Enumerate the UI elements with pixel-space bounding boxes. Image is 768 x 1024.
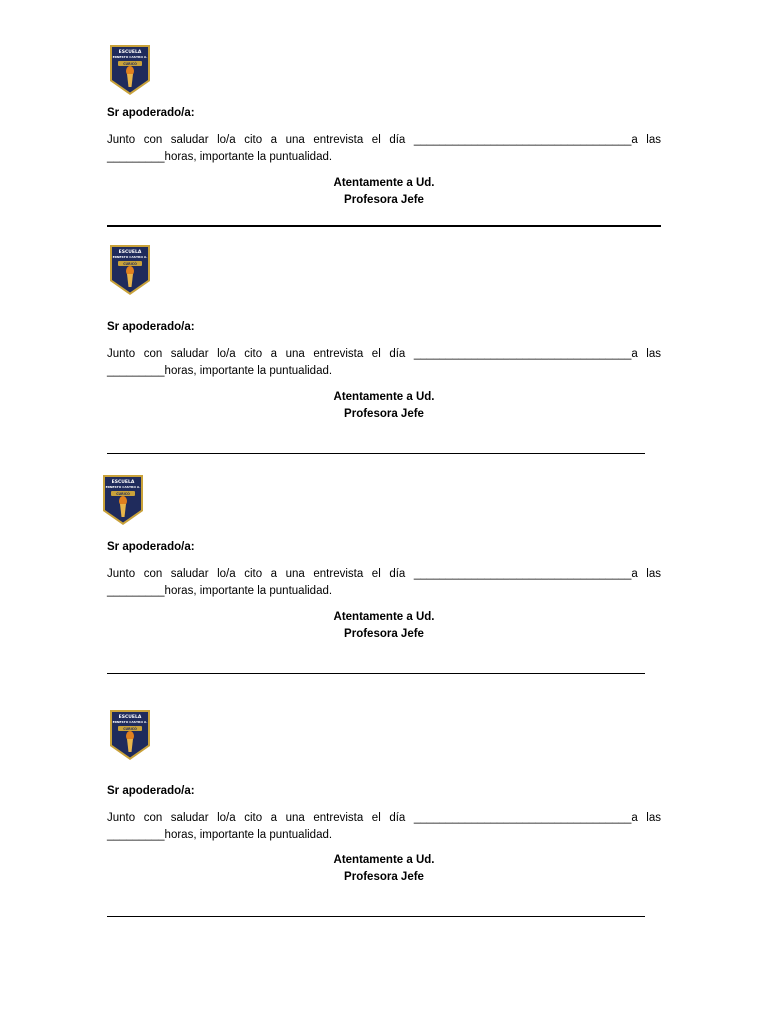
body-text — [107, 346, 661, 380]
svg-text:ERNESTO CASTRO A.: ERNESTO CASTRO A. — [105, 485, 141, 489]
svg-text:ESCUELA: ESCUELA — [118, 250, 142, 255]
closing-salutation: Atentamente a Ud. — [333, 391, 435, 403]
body-text — [107, 132, 661, 166]
svg-text:ERNESTO CASTRO A.: ERNESTO CASTRO A. — [112, 55, 148, 59]
body-line-2: _________horas, importante la puntualidad. — [107, 829, 333, 841]
body-line-1: Junto con saludar lo/a cito a una entrevista el día __________________________________a las — [107, 812, 661, 824]
greeting: Sr apoderado/a: — [107, 107, 195, 119]
svg-text:CURICÓ: CURICÓ — [123, 262, 137, 266]
greeting: Sr apoderado/a: — [107, 785, 195, 797]
cut-line-divider — [107, 225, 661, 227]
school-crest-logo — [108, 708, 152, 762]
closing-salutation: Atentamente a Ud. — [333, 854, 435, 866]
school-crest-logo — [108, 243, 152, 297]
greeting: Sr apoderado/a: — [107, 321, 195, 333]
closing — [107, 609, 661, 643]
closing — [107, 852, 661, 886]
svg-text:ESCUELA: ESCUELA — [118, 715, 142, 720]
body-line-1: Junto con saludar lo/a cito a una entrevista el día __________________________________a las — [107, 348, 661, 360]
svg-text:ESCUELA: ESCUELA — [118, 50, 142, 55]
svg-text:ESCUELA: ESCUELA — [111, 480, 135, 485]
school-crest-logo — [101, 473, 145, 527]
closing-salutation: Atentamente a Ud. — [333, 611, 435, 623]
cut-line-divider — [107, 673, 645, 674]
svg-text:ERNESTO CASTRO A.: ERNESTO CASTRO A. — [112, 255, 148, 259]
closing — [107, 175, 661, 209]
cut-line-divider — [107, 453, 645, 454]
svg-text:ERNESTO CASTRO A.: ERNESTO CASTRO A. — [112, 720, 148, 724]
svg-text:CURICÓ: CURICÓ — [123, 727, 137, 731]
cut-line-divider — [107, 916, 645, 917]
closing-signature: Profesora Jefe — [344, 871, 424, 883]
body-text — [107, 566, 661, 600]
body-line-2: _________horas, importante la puntualidad. — [107, 365, 333, 377]
closing-salutation: Atentamente a Ud. — [333, 177, 435, 189]
body-line-1: Junto con saludar lo/a cito a una entrevista el día __________________________________a las — [107, 568, 661, 580]
body-line-1: Junto con saludar lo/a cito a una entrevista el día __________________________________a las — [107, 134, 661, 146]
closing-signature: Profesora Jefe — [344, 408, 424, 420]
svg-text:CURICÓ: CURICÓ — [116, 492, 130, 496]
school-crest-logo — [108, 43, 152, 97]
greeting: Sr apoderado/a: — [107, 541, 195, 553]
closing-signature: Profesora Jefe — [344, 194, 424, 206]
body-text — [107, 810, 661, 844]
body-line-2: _________horas, importante la puntualidad. — [107, 585, 333, 597]
body-line-2: _________horas, importante la puntualidad. — [107, 151, 333, 163]
closing-signature: Profesora Jefe — [344, 628, 424, 640]
closing — [107, 389, 661, 423]
svg-text:CURICÓ: CURICÓ — [123, 62, 137, 66]
